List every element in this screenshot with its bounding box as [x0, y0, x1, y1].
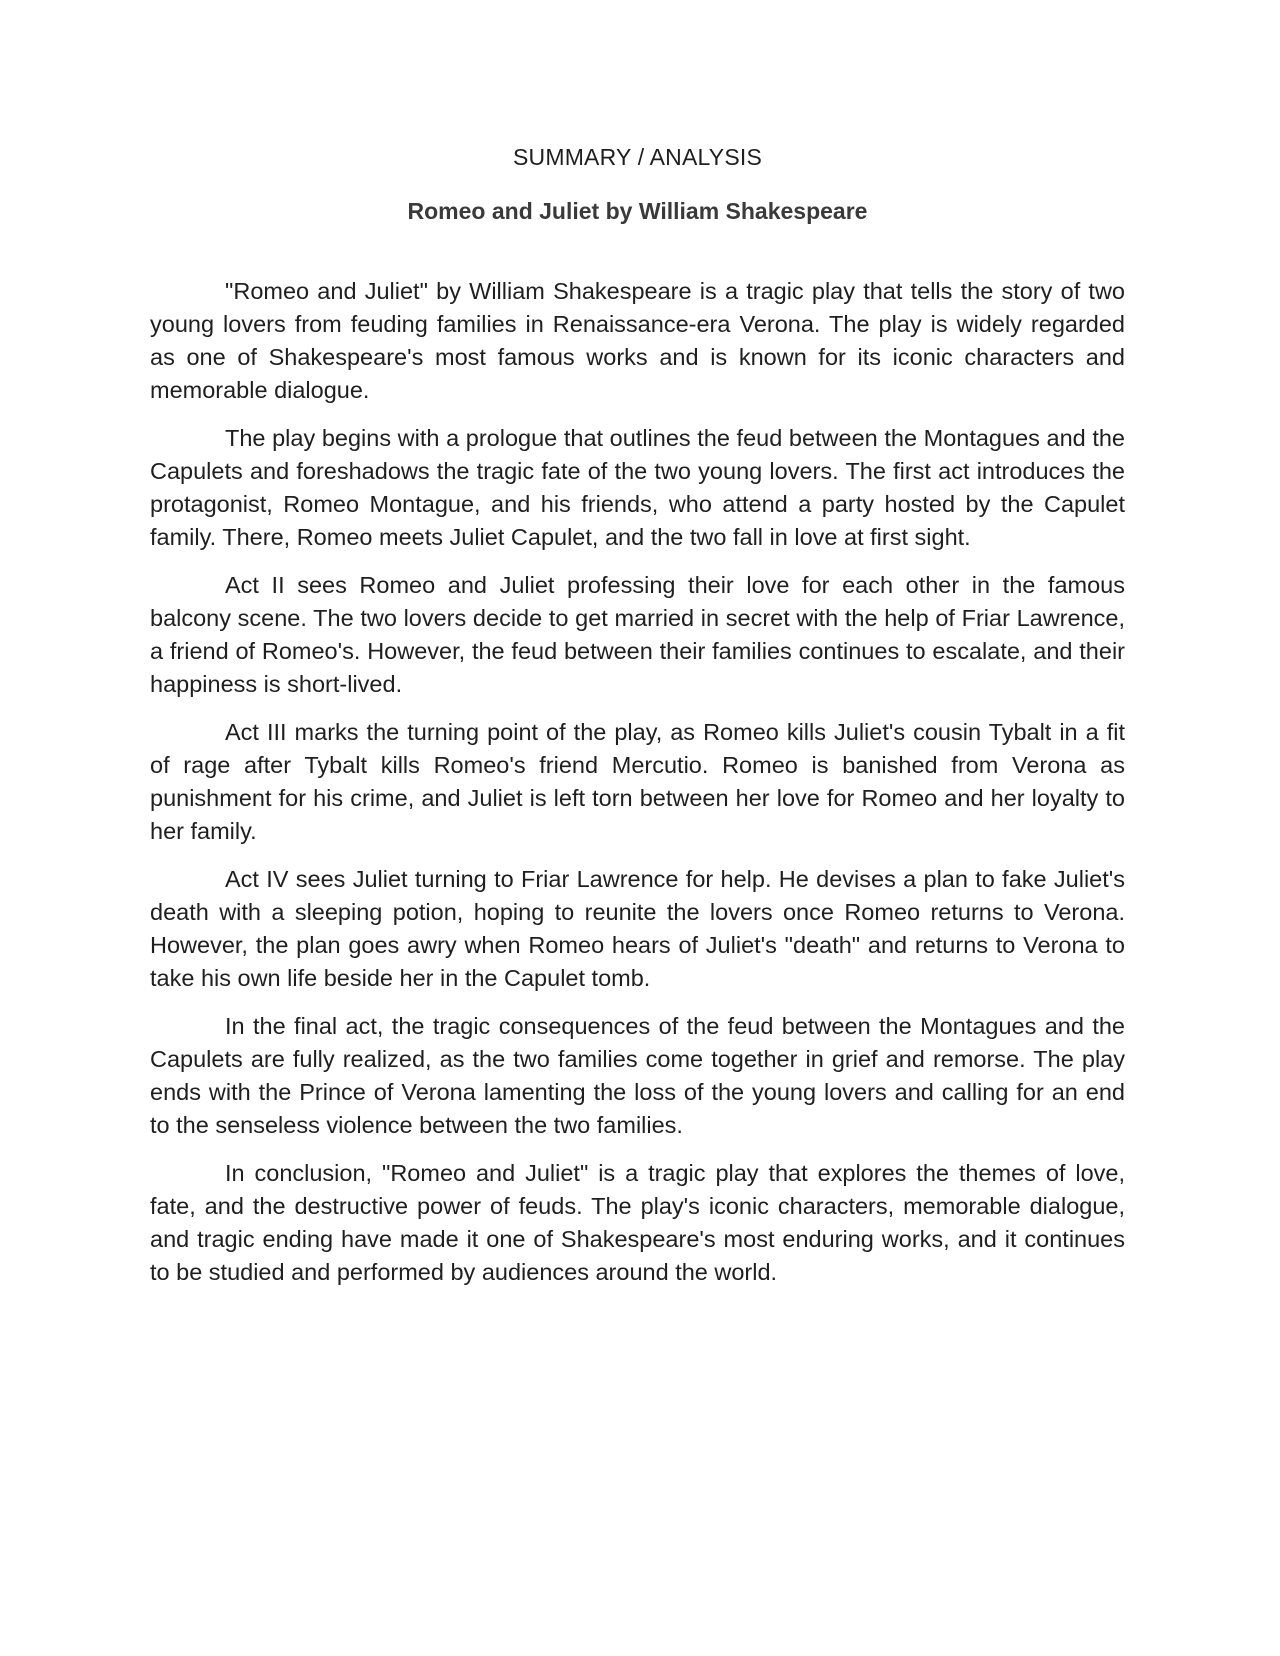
- document-heading: SUMMARY / ANALYSIS: [512, 144, 763, 170]
- paragraph-intro: "Romeo and Juliet" by William Shakespeare is a tragic play that tells the story of two young lovers from feuding families in Renaissance-era Verona. The play is widely regarded as one of Shakespeare's most famous works and is known for its iconic characters and memorable dialogue.: [150, 278, 1125, 403]
- paragraph-act-four: Act IV sees Juliet turning to Friar Lawrence for help. He devises a plan to fake Juliet's death with a sleeping potion, hoping to reunite the lovers once Romeo returns to Verona. However, the plan goes awry when Romeo hears of Juliet's "death" and returns to Verona to take his own life beside her in the Capulet tomb.: [150, 866, 1125, 991]
- paragraph-act-one: The play begins with a prologue that outlines the feud between the Montagues and the Capulets and foreshadows the tragic fate of the two young lovers. The first act introduces the protagonist, Romeo Montague, and his friends, who attend a party hosted by the Capulet family. There, Romeo meets Juliet Capulet, and the two fall in love at first sight.: [150, 425, 1125, 550]
- paragraph-act-three: Act III marks the turning point of the play, as Romeo kills Juliet's cousin Tybalt in a fit of rage after Tybalt kills Romeo's friend Mercutio. Romeo is banished from Verona as punishment for his crime, and Juliet is left torn between her love for Romeo and her loyalty to her family.: [150, 719, 1125, 844]
- paragraph-final-act: In the final act, the tragic consequences of the feud between the Montagues and the Capulets are fully realized, as the two families come together in grief and remorse. The play ends with the Prince of Verona lamenting the loss of the young lovers and calling for an end to the senseless violence between the two families.: [150, 1013, 1125, 1138]
- document-title: Romeo and Juliet by William Shakespeare: [407, 198, 868, 224]
- paragraph-act-two: Act II sees Romeo and Juliet professing their love for each other in the famous balcony scene. The two lovers decide to get married in secret with the help of Friar Lawrence, a friend of Romeo's. However, the feud between their families continues to escalate, and their happiness is short-lived.: [150, 572, 1125, 697]
- document-page: [150, 140, 1125, 1304]
- paragraph-conclusion: In conclusion, "Romeo and Juliet" is a tragic play that explores the themes of love, fate, and the destructive power of feuds. The play's iconic characters, memorable dialogue, and tragic ending have made it one of Shakespeare's most enduring works, and it continues to be studied and performed by audiences around the world.: [150, 1160, 1125, 1285]
- document-body: [150, 275, 1125, 1289]
